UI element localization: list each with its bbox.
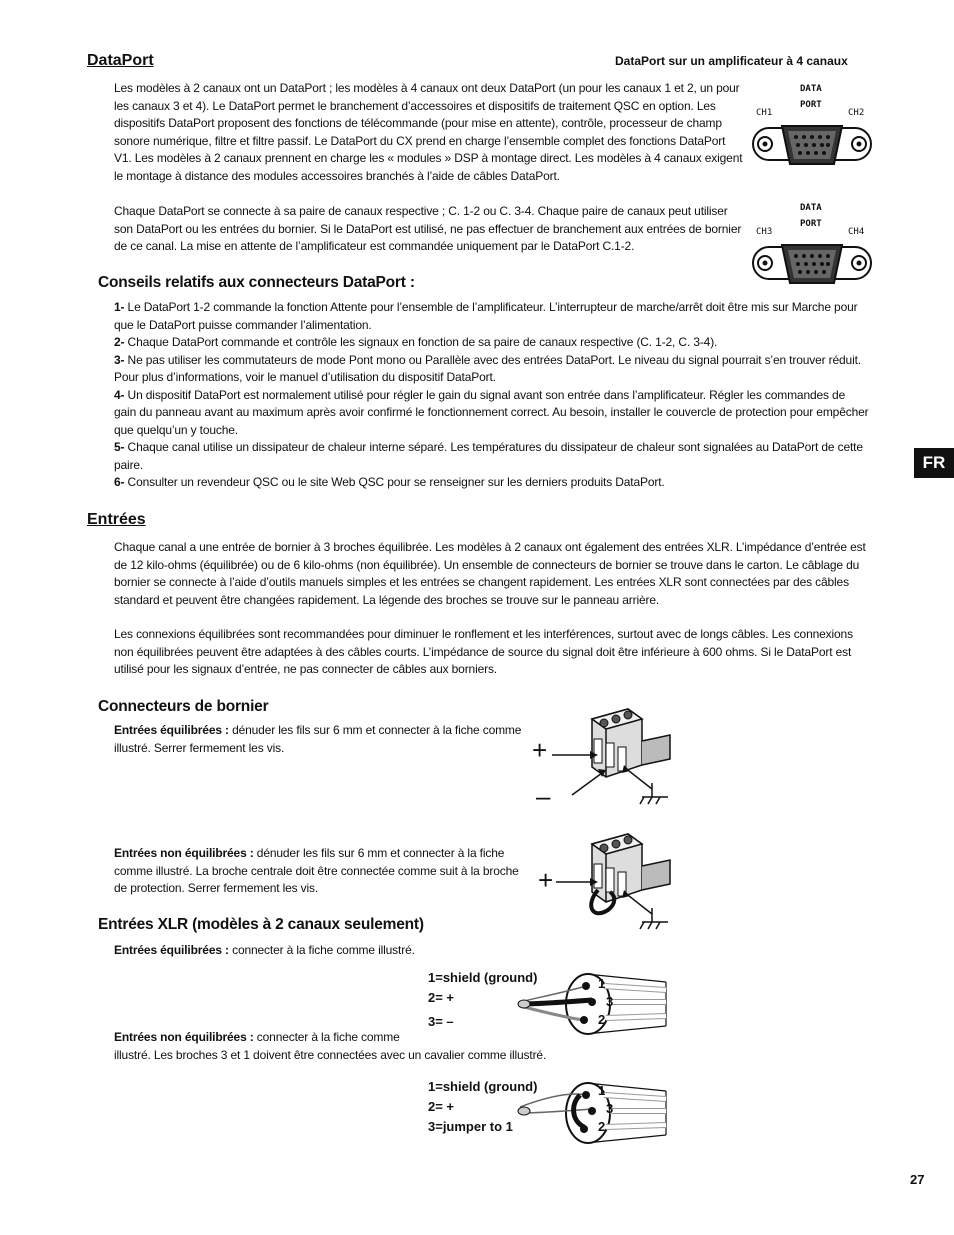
xlr-unbalanced-text-2: illustré. Les broches 3 et 1 doivent être connectées avec un cavalier comme illustré. [114,1048,547,1062]
dataport-connector-ch1-ch2: DATA PORT CH1 CH2 [752,82,872,172]
list-item: 4- Un dispositif DataPort est normalement utilisé pour régler le gain du signal avant son entrée dans l’amplificateur. Régler les commandes de gain du panneau avant au maximum après avoir confirmé le fonctionnement correct. Au besoin, installer le couvercle de protection pour empêcher que quelqu’un y touche. [114,387,869,437]
language-tab: FR [914,448,954,478]
page-number: 27 [910,1172,925,1187]
list-item: 1- Le DataPort 1-2 commande la fonction Attente pour l’ensemble de l’amplificateur. L’interrupteur de marche/arrêt doit être mis sur Marche pour que le DataPort puisse commander l’alimentation. [114,300,858,332]
entrees-paragraph-2: Les connexions équilibrées sont recommandées pour diminuer le ronflement et les interférences, surtout avec de longs câbles. Les connexions non équilibrées peuvent être adaptées à des câbles courts. L’impédance de source du signal doit être inférieure à 600 ohms. Si le DataPort est utilisé pour les signaux d’entrée, ne pas connecter de câbles aux borniers. [114,627,853,676]
xlr-heading: Entrées XLR (modèles à 2 canaux seulement) [98,916,424,933]
conseils-list [114,299,869,492]
xlr-balanced-figure: 1=shield (ground) 2= + 3= – 1 3 2 [428,968,678,1038]
terminal-block-balanced-figure: + – [530,705,680,810]
list-item: 3- Ne pas utiliser les commutateurs de mode Pont mono ou Parallèle avec des entrées DataPort. Le niveau du signal pourrait s’en trouver réduit. Pour plus d’informations, voir le manuel d’utilisation du dispositif DataPort. [114,352,861,384]
xlr-balanced-text: Entrées équilibrées : connecter à la fiche comme illustré. [114,943,415,957]
xlr-unbalanced-figure: 1=shield (ground) 2= + 3=jumper to 1 1 3 2 [428,1077,678,1147]
list-item: 2- Chaque DataPort commande et contrôle les signaux en fonction de sa paire de canaux respective (C. 1-2, C. 3-4). [114,335,718,349]
bornier-unbalanced-text: Entrées non équilibrées : dénuder les fils sur 6 mm et connecter à la fiche comme illustré. La broche centrale doit être connectée comme suit à la broche de protection. Serrer fermement les vis. [114,846,519,895]
dataport-connector-ch3-ch4: DATA PORT CH3 CH4 [752,201,872,291]
dataport-figure-caption: DataPort sur un amplificateur à 4 canaux [615,54,848,68]
xlr-connector-icon [516,972,676,1036]
terminal-block-icon [530,830,680,935]
db15-connector-icon [752,239,872,289]
dataport-paragraph-2: Chaque DataPort se connecte à sa paire de canaux respective ; C. 1-2 ou C. 3-4. Chaque paire de canaux peut utiliser son DataPort ou les entrées du bornier. Si le DataPort est utilisé, ne pas effectuer de branchement aux entrées de bornier de ce canal. La mise en attente de l’amplificateur est commandée uniquement par le DataPort C.1-2. [114,204,742,253]
terminal-block-unbalanced-figure: + [530,830,680,935]
bornier-balanced-text: Entrées équilibrées : dénuder les fils sur 6 mm et connecter à la fiche comme illustré. Serrer fermement les vis. [114,723,522,755]
xlr-unbalanced-text-1: Entrées non équilibrées : connecter à la fiche comme [114,1030,400,1044]
entrees-paragraph-1: Chaque canal a une entrée de bornier à 3 broches équilibrée. Les modèles à 2 canaux ont également des entrées XLR. L’impédance d’entrée est de 12 kilo-ohms (équilibrée) ou de 6 kilo-ohms (non équilibrée). Un ensemble de connecteurs de bornier se trouve dans le carton. Le câblage du bornier se connecte à l’aide d’outils manuels simples et les entrées se changent rapidement. Les entrées XLR sont connectées par des câbles standard et peuvent être changées rapidement. La légende des broches se trouve sur le panneau arrière. [114,540,866,607]
dataport-heading: DataPort [87,52,154,69]
xlr-connector-icon [516,1081,676,1145]
bornier-heading: Connecteurs de bornier [98,698,269,715]
terminal-block-icon [530,705,680,810]
list-item: 6- Consulter un revendeur QSC ou le site Web QSC pour se renseigner sur les derniers produits DataPort. [114,475,665,489]
entrees-heading: Entrées [87,511,146,528]
db15-connector-icon [752,120,872,170]
list-item: 5- Chaque canal utilise un dissipateur de chaleur interne séparé. Les températures du dissipateur de chaleur sont signalées au DataPort de cette paire. [114,440,863,472]
dataport-paragraph-1: Les modèles à 2 canaux ont un DataPort ; les modèles à 4 canaux ont deux DataPort (un pour les canaux 1 et 2, un pour les canaux 3 et 4). Le DataPort permet le branchement d’accessoires et dispositifs de traitement QSC en option. Les dispositifs DataPort proposent des fonctions de télécommande (pour mise en attente), contrôle, processeur de champ sonore numérique, filtre et filtre passif. Le DataPort du CX prend en charge l’ensemble complet des fonctions DataPort V1. Les modèles à 2 canaux prennent en charge les « modules » DSP à montage direct. Les modèles à 4 canaux exigent le montage à distance des modules accessoires branchés à l’aide de câbles DataPort. [114,81,743,183]
conseils-heading: Conseils relatifs aux connecteurs DataPort : [98,274,415,291]
